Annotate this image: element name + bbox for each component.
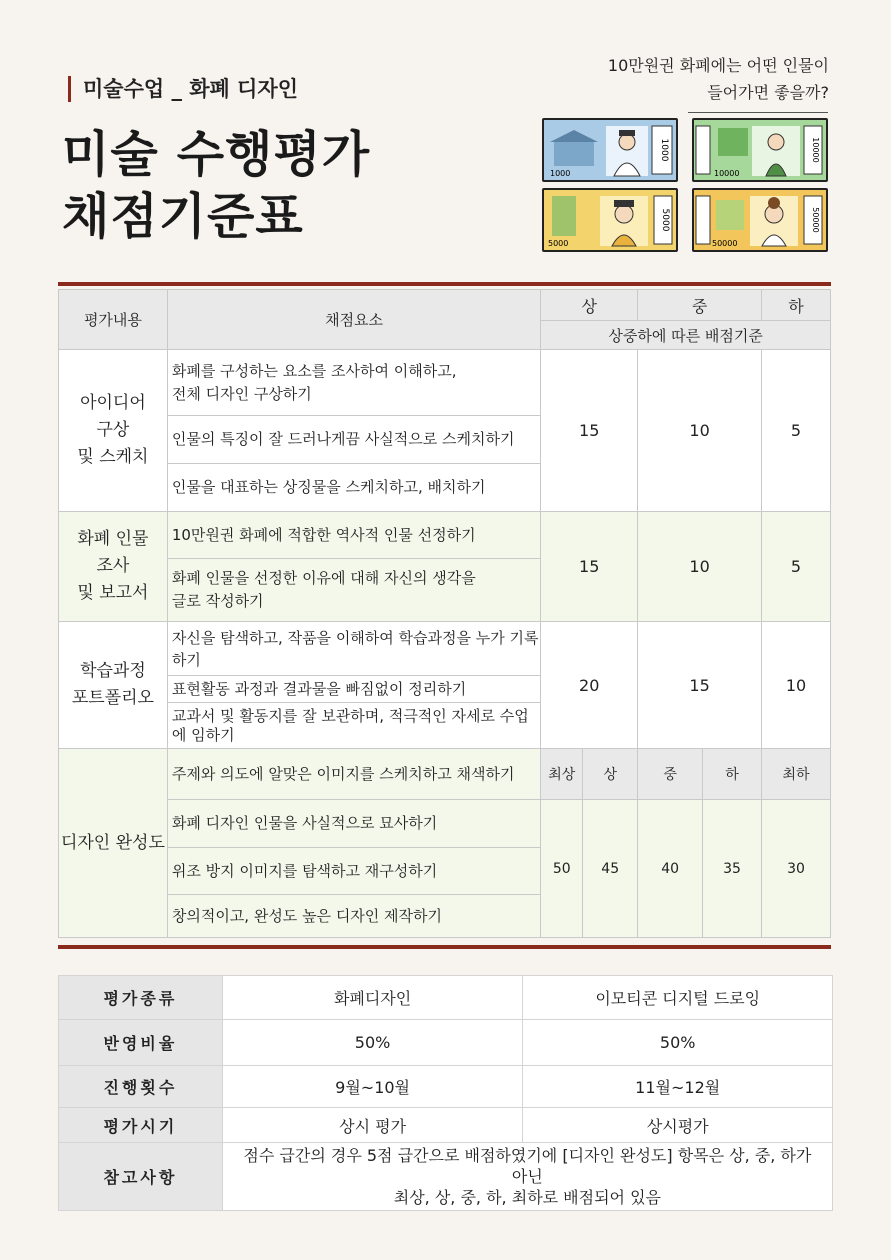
svg-text:1000: 1000 <box>659 138 669 162</box>
criterion-item: 화폐 인물을 선정한 이유에 대해 자신의 생각을 글로 작성하기 <box>167 559 540 622</box>
level-top: 최상 <box>541 749 583 800</box>
svg-text:50000: 50000 <box>811 207 820 233</box>
value-weight-b: 50% <box>523 1020 833 1066</box>
banknote-illustrations <box>542 118 830 254</box>
value-eval-type-b: 이모티콘 디지털 드로잉 <box>523 976 833 1020</box>
criterion-item: 창의적이고, 완성도 높은 디자인 제작하기 <box>167 895 540 938</box>
score-high: 15 <box>541 512 638 622</box>
score-high: 45 <box>583 800 638 938</box>
note-text: 점수 급간의 경우 5점 급간으로 배점하였기에 [디자인 완성도] 항목은 상, 중, 하가 아닌 최상, 상, 중, 하, 최하로 배점되어 있음 <box>222 1143 832 1211</box>
criterion-item: 주제와 의도에 알맞은 이미지를 스케치하고 채색하기 <box>167 749 540 800</box>
svg-text:50000: 50000 <box>712 239 738 248</box>
value-timing-a: 상시 평가 <box>222 1108 523 1143</box>
criterion-item: 인물을 대표하는 상징물을 스케치하고, 배치하기 <box>167 464 540 512</box>
bill-10000-image <box>692 118 828 182</box>
header-eval: 평가내용 <box>59 290 168 350</box>
value-schedule-b: 11월~12월 <box>523 1066 833 1108</box>
score-bottom: 30 <box>762 800 831 938</box>
score-high: 20 <box>541 622 638 749</box>
level-mid: 중 <box>638 749 703 800</box>
bill-5000-drawing <box>544 190 676 250</box>
svg-text:5000: 5000 <box>548 239 569 248</box>
criterion-item: 인물의 특징이 잘 드러나게끔 사실적으로 스케치하기 <box>167 416 540 464</box>
criterion-item: 교과서 및 활동지를 잘 보관하며, 적극적인 자세로 수업 에 임하기 <box>167 703 540 749</box>
header-high: 상 <box>541 290 638 321</box>
criterion-item: 표현활동 과정과 결과물을 빠짐없이 정리하기 <box>167 676 540 703</box>
middle-divider <box>58 945 831 949</box>
level-low: 하 <box>703 749 762 800</box>
svg-text:10000: 10000 <box>714 169 740 178</box>
score-mid: 10 <box>638 512 762 622</box>
bill-1000-image <box>542 118 678 182</box>
value-weight-a: 50% <box>222 1020 523 1066</box>
label-note: 참고사항 <box>59 1143 223 1211</box>
rubric-table <box>58 289 831 938</box>
category-completion: 디자인 완성도 <box>59 749 168 938</box>
level-high: 상 <box>583 749 638 800</box>
value-timing-b: 상시평가 <box>523 1108 833 1143</box>
bill-50000-image <box>692 188 828 252</box>
score-low: 35 <box>703 800 762 938</box>
score-top: 50 <box>541 800 583 938</box>
svg-text:5000: 5000 <box>660 208 670 232</box>
bill-5000-image <box>542 188 678 252</box>
title-line-2: 채점기준표 <box>62 188 304 245</box>
score-low: 10 <box>762 622 831 749</box>
category-research: 화폐 인물 조사 및 보고서 <box>59 512 168 622</box>
header-elements: 채점요소 <box>167 290 540 350</box>
label-weight: 반영비율 <box>59 1020 223 1066</box>
question-underline <box>688 112 828 113</box>
bill-50000-drawing <box>694 190 826 250</box>
guiding-question <box>608 52 829 106</box>
question-line-1: 10만원권 화폐에는 어떤 인물이 <box>607 56 829 75</box>
header-mid: 중 <box>638 290 762 321</box>
criterion-item: 자신을 탐색하고, 작품을 이해하여 학습과정을 누가 기록 하기 <box>167 622 540 676</box>
evaluation-info-table <box>58 975 833 1211</box>
score-mid: 40 <box>638 800 703 938</box>
score-low: 5 <box>762 512 831 622</box>
question-line-2: 들어가면 좋을까? <box>707 83 829 102</box>
score-mid: 15 <box>638 622 762 749</box>
bill-10000-drawing <box>694 120 826 180</box>
lesson-subtitle: 미술수업 _ 화폐 디자인 <box>68 76 298 102</box>
value-schedule-a: 9월~10월 <box>222 1066 523 1108</box>
title-line-1: 미술 수행평가 <box>62 126 371 183</box>
value-eval-type-a: 화폐디자인 <box>222 976 523 1020</box>
bill-1000-drawing <box>544 120 676 180</box>
level-bottom: 최하 <box>762 749 831 800</box>
label-schedule: 진행횟수 <box>59 1066 223 1108</box>
criterion-item: 10만원권 화폐에 적합한 역사적 인물 선정하기 <box>167 512 540 559</box>
criterion-item: 위조 방지 이미지를 탐색하고 재구성하기 <box>167 848 540 895</box>
svg-text:10000: 10000 <box>811 137 820 163</box>
category-idea: 아이디어 구상 및 스케치 <box>59 350 168 512</box>
top-divider <box>58 282 831 286</box>
category-portfolio: 학습과정 포트폴리오 <box>59 622 168 749</box>
svg-text:1000: 1000 <box>550 169 571 178</box>
label-timing: 평가시기 <box>59 1108 223 1143</box>
header-low: 하 <box>762 290 831 321</box>
criterion-item: 화폐를 구성하는 요소를 조사하여 이해하고, 전체 디자인 구상하기 <box>167 350 540 416</box>
criterion-item: 화폐 디자인 인물을 사실적으로 묘사하기 <box>167 800 540 848</box>
score-mid: 10 <box>638 350 762 512</box>
score-high: 15 <box>541 350 638 512</box>
header-basis: 상중하에 따른 배점기준 <box>541 321 831 350</box>
score-low: 5 <box>762 350 831 512</box>
page-title <box>62 124 370 248</box>
label-eval-type: 평가종류 <box>59 976 223 1020</box>
